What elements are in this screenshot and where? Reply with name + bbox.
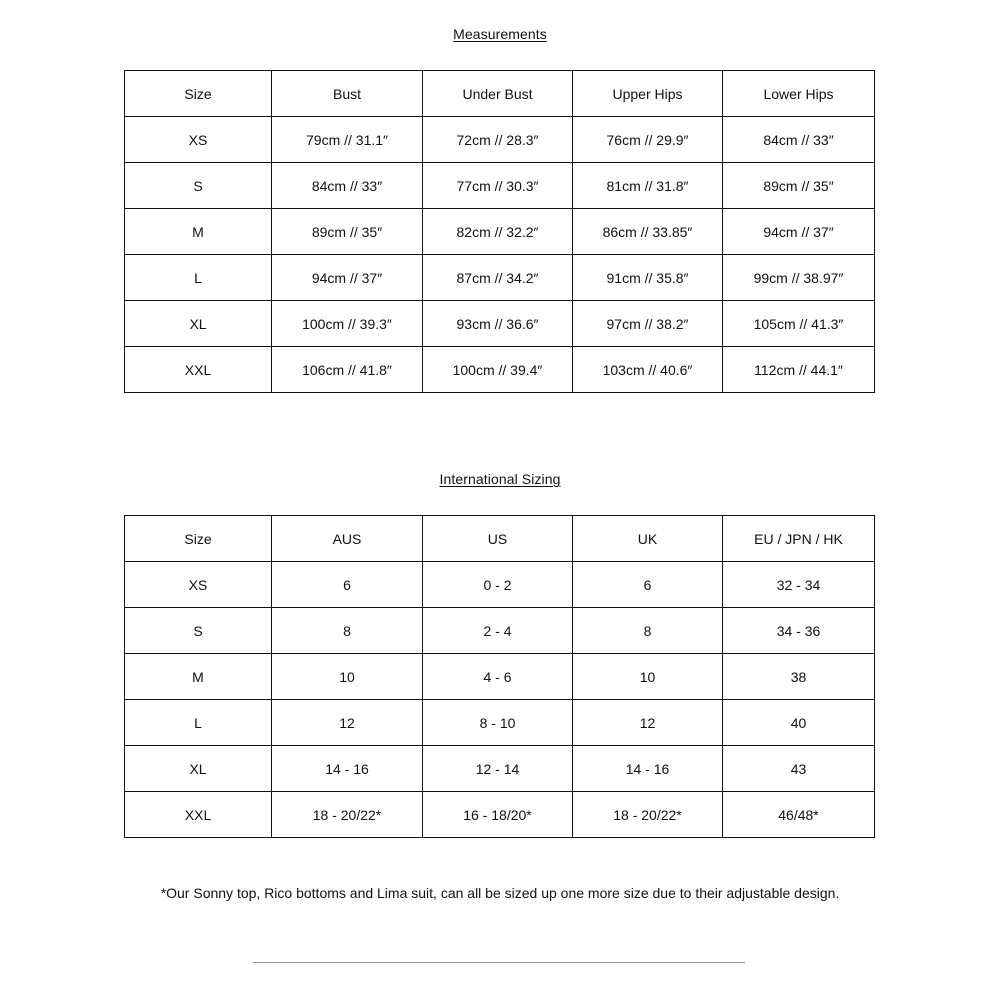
measurements-table	[124, 70, 875, 393]
table-cell: 91cm // 35.8″	[573, 255, 723, 301]
table-cell: 38	[723, 654, 875, 700]
international-sizing-title: International Sizing	[439, 471, 561, 487]
table-cell: 94cm // 37″	[723, 209, 875, 255]
size-label-cell: XS	[125, 562, 272, 608]
column-header: UK	[573, 516, 723, 562]
table-row	[125, 792, 875, 838]
size-label-cell: M	[125, 654, 272, 700]
table-row	[125, 746, 875, 792]
size-label-cell: S	[125, 163, 272, 209]
sizing-footnote: *Our Sonny top, Rico bottoms and Lima suit, can all be sized up one more size due to their adjustable design.	[160, 885, 840, 901]
size-label-cell: XXL	[125, 792, 272, 838]
table-cell: 12	[272, 700, 423, 746]
table-cell: 6	[573, 562, 723, 608]
table-cell: 84cm // 33″	[723, 117, 875, 163]
table-cell: 0 - 2	[423, 562, 573, 608]
table-cell: 100cm // 39.3″	[272, 301, 423, 347]
table-cell: 93cm // 36.6″	[423, 301, 573, 347]
table-cell: 32 - 34	[723, 562, 875, 608]
divider	[253, 962, 745, 963]
table-cell: 34 - 36	[723, 608, 875, 654]
table-cell: 10	[573, 654, 723, 700]
table-row	[125, 301, 875, 347]
size-label-cell: XL	[125, 301, 272, 347]
table-row	[125, 347, 875, 393]
table-cell: 43	[723, 746, 875, 792]
table-cell: 10	[272, 654, 423, 700]
table-cell: 94cm // 37″	[272, 255, 423, 301]
table-cell: 84cm // 33″	[272, 163, 423, 209]
table-cell: 103cm // 40.6″	[573, 347, 723, 393]
size-label-cell: XS	[125, 117, 272, 163]
size-label-cell: L	[125, 255, 272, 301]
table-cell: 82cm // 32.2″	[423, 209, 573, 255]
column-header: US	[423, 516, 573, 562]
table-cell: 105cm // 41.3″	[723, 301, 875, 347]
size-label-cell: XL	[125, 746, 272, 792]
size-label-cell: L	[125, 700, 272, 746]
table-cell: 76cm // 29.9″	[573, 117, 723, 163]
column-header: Upper Hips	[573, 71, 723, 117]
table-cell: 99cm // 38.97″	[723, 255, 875, 301]
table-row	[125, 700, 875, 746]
table-cell: 6	[272, 562, 423, 608]
table-cell: 72cm // 28.3″	[423, 117, 573, 163]
table-cell: 100cm // 39.4″	[423, 347, 573, 393]
header-row	[125, 516, 875, 562]
table-cell: 18 - 20/22*	[573, 792, 723, 838]
size-label-cell: M	[125, 209, 272, 255]
table-cell: 86cm // 33.85″	[573, 209, 723, 255]
table-cell: 40	[723, 700, 875, 746]
measurements-title: Measurements	[453, 26, 547, 42]
table-cell: 12	[573, 700, 723, 746]
table-row	[125, 654, 875, 700]
table-row	[125, 209, 875, 255]
table-row	[125, 163, 875, 209]
table-cell: 97cm // 38.2″	[573, 301, 723, 347]
column-header: Bust	[272, 71, 423, 117]
table-cell: 106cm // 41.8″	[272, 347, 423, 393]
column-header: EU / JPN / HK	[723, 516, 875, 562]
table-cell: 18 - 20/22*	[272, 792, 423, 838]
table-cell: 89cm // 35″	[723, 163, 875, 209]
table-cell: 4 - 6	[423, 654, 573, 700]
header-row	[125, 71, 875, 117]
table-cell: 81cm // 31.8″	[573, 163, 723, 209]
column-header: Size	[125, 71, 272, 117]
column-header: AUS	[272, 516, 423, 562]
size-label-cell: XXL	[125, 347, 272, 393]
table-cell: 8	[272, 608, 423, 654]
column-header: Size	[125, 516, 272, 562]
international-sizing-table	[124, 515, 875, 838]
table-cell: 112cm // 44.1″	[723, 347, 875, 393]
table-cell: 16 - 18/20*	[423, 792, 573, 838]
column-header: Lower Hips	[723, 71, 875, 117]
size-label-cell: S	[125, 608, 272, 654]
table-cell: 8	[573, 608, 723, 654]
table-cell: 87cm // 34.2″	[423, 255, 573, 301]
table-cell: 2 - 4	[423, 608, 573, 654]
table-cell: 77cm // 30.3″	[423, 163, 573, 209]
table-cell: 14 - 16	[272, 746, 423, 792]
table-cell: 89cm // 35″	[272, 209, 423, 255]
column-header: Under Bust	[423, 71, 573, 117]
table-cell: 12 - 14	[423, 746, 573, 792]
table-row	[125, 255, 875, 301]
table-cell: 79cm // 31.1″	[272, 117, 423, 163]
table-row	[125, 117, 875, 163]
table-row	[125, 562, 875, 608]
table-cell: 14 - 16	[573, 746, 723, 792]
table-cell: 46/48*	[723, 792, 875, 838]
table-row	[125, 608, 875, 654]
table-cell: 8 - 10	[423, 700, 573, 746]
